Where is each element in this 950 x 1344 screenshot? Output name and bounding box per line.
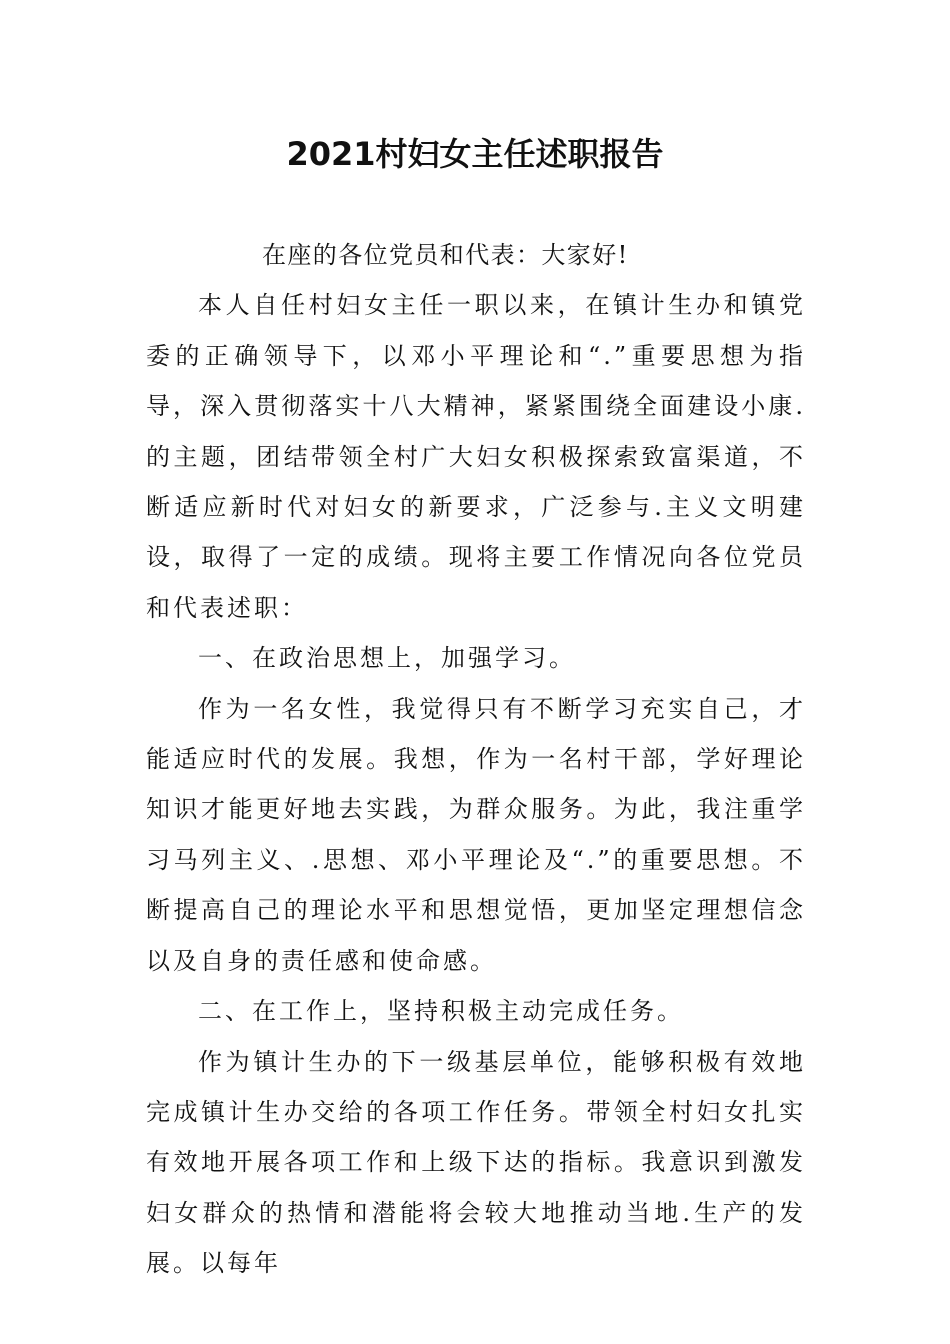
section-1-paragraph: 作为一名女性，我觉得只有不断学习充实自己，才能适应时代的发展。我想，作为一名村干部，学好理论知识才能更好地去实践，为群众服务。为此，我注重学习马列主义、.思想、邓小平理论及“.”的重要思想。不断提高自己的理论水平和思想觉悟，更加坚定理想信念以及自身的责任感和使命感。 bbox=[146, 694, 806, 975]
document-title: 2021村妇女主任述职报告 bbox=[286, 135, 664, 173]
section-heading-2: 二、在工作上，坚持积极主动完成任务。 bbox=[198, 997, 684, 1026]
intro-paragraph: 本人自任村妇女主任一职以来，在镇计生办和镇党委的正确领导下，以邓小平理论和“.”重要思想为指导，深入贯彻落实十八大精神，紧紧围绕全面建设小康.的主题，团结带领全村广大妇女积极探索致富渠道，不断适应新时代对妇女的新要求，广泛参与.主义文明建设，取得了一定的成绩。现将主要工作情况向各位党员和代表述职： bbox=[146, 291, 806, 622]
section-2-paragraph: 作为镇计生办的下一级基层单位，能够积极有效地完成镇计生办交给的各项工作任务。带领全村妇女扎实有效地开展各项工作和上级下达的指标。我意识到激发妇女群众的热情和潜能将会较大地推动当地.生产的发展。以每年 bbox=[146, 1047, 806, 1278]
document-body bbox=[146, 230, 806, 1289]
section-heading-1: 一、在政治思想上，加强学习。 bbox=[198, 644, 576, 673]
salutation-paragraph: 在座的各位党员和代表：大家好! bbox=[262, 241, 629, 269]
